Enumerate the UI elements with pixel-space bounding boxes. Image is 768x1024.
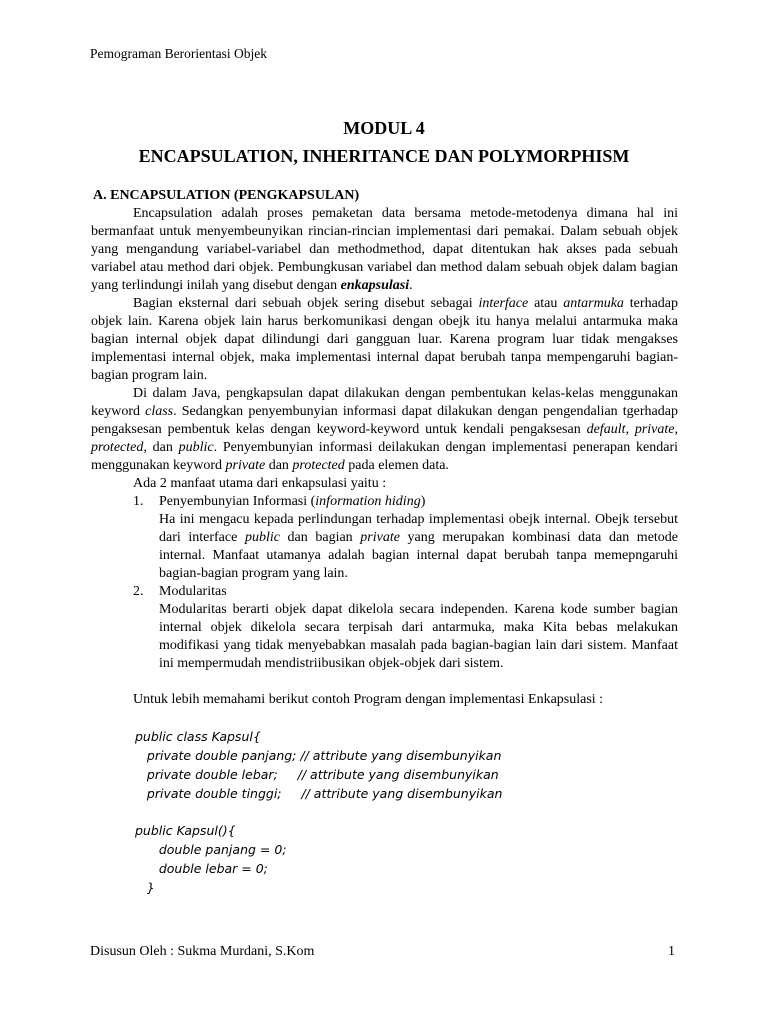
- list-item: [91, 583, 678, 673]
- module-title: [0, 114, 768, 170]
- paragraph-4: Ada 2 manfaat utama dari enkapsulasi yaitu :: [133, 476, 387, 491]
- benefits-list: [91, 493, 678, 673]
- footer-author: Disusun Oleh : Sukma Murdani, S.Kom: [90, 944, 315, 959]
- list-item-body: Modularitas berarti objek dapat dikelola secara independen. Karena kode sumber bagian internal objek dikelola secara terpisah dari antarmuka, maka Kita bebas melakukan modifikasi yang tidak menyebabkan masalah pada bagian-bagian lain dari sistem. Manfaat ini mempermudah mendistriibusikan objek-objek dari sistem.: [159, 602, 678, 671]
- code-block-1: [135, 727, 678, 803]
- code-line: public class Kapsul{: [135, 729, 261, 744]
- code-block-2: [135, 821, 678, 897]
- code-line: double panjang = 0;: [135, 842, 287, 857]
- running-header: Pemograman Berorientasi Objek: [90, 46, 267, 61]
- list-number: 2.: [133, 584, 144, 599]
- code-line: private double lebar; // attribute yang disembunyikan: [135, 767, 499, 782]
- code-line: }: [135, 880, 155, 895]
- code-line: private double tinggi; // attribute yang disembunyikan: [135, 786, 503, 801]
- paragraph-3: Di dalam Java, pengkapsulan dapat dilakukan dengan pembentukan kelas-kelas menggunakan keyword class. Sedangkan penyembunyian informasi dapat dilakukan dengan pengendalian tgerhadap pengaksesan pembentuk kelas dengan keyword-keyword untuk kendali pengaksesan default, private, protected, dan public. Penyembunyian informasi deilakukan dengan implementasi penerapan kendari menggunakan keyword private dan protected pada elemen data.: [91, 386, 679, 473]
- code-line: double lebar = 0;: [135, 861, 268, 876]
- list-item-title: Penyembunyian Informasi (information hiding): [159, 494, 426, 509]
- module-number: MODUL 4: [343, 118, 425, 138]
- page-number: 1: [668, 944, 675, 959]
- list-item-title: Modularitas: [159, 584, 227, 599]
- code-line: public Kapsul(){: [135, 823, 236, 838]
- list-item-body: Ha ini mengacu kepada perlindungan terhadap implementasi obejk internal. Obejk tersebut dari interface public dan bagian private yang merupakan kombinasi data dan metode internal. Manfaat utamanya adalah bagian internal dapat berubah tanpa memepngaruhi bagian-bagian program yang lain.: [159, 512, 679, 581]
- section-heading: A. ENCAPSULATION (PENGKAPSULAN): [93, 188, 360, 203]
- code-line: private double panjang; // attribute yang disembunyikan: [135, 748, 502, 763]
- main-content: [91, 187, 678, 897]
- list-item: [91, 493, 678, 583]
- list-number: 1.: [133, 494, 144, 509]
- module-subtitle: ENCAPSULATION, INHERITANCE DAN POLYMORPHISM: [138, 146, 630, 166]
- paragraph-1: Encapsulation adalah proses pemaketan data bersama metode-metodenya dimana hal ini bermanfaat untuk menyembeunyikan rincian-rincian implementasi dari pemakai. Dalam sebuah objek yang mengandung variabel-variabel dan methodmethod, dapat ditentukan hak akses pada sebuah variabel atau method dari objek. Pembungkusan variabel dan method dalam sebuah objek dalam bagian yang terlindungi inilah yang disebut dengan enkapsulasi.: [91, 206, 678, 293]
- code-intro: Untuk lebih memahami berikut contoh Program dengan implementasi Enkapsulasi :: [133, 692, 604, 707]
- paragraph-2: Bagian eksternal dari sebuah objek sering disebut sebagai interface atau antarmuka terhadap objek lain. Karena objek lain harus berkomunikasi dengan obejk itu hanya melalui antarmuka maka bagian internal objek dapat dilindungi dari gangguan luar. Karena program luar tidak mengakses implementasi internal objek, maka implementasi internal dapat berubah tanpa mempengaruhi bagian-bagian program lain.: [91, 296, 678, 383]
